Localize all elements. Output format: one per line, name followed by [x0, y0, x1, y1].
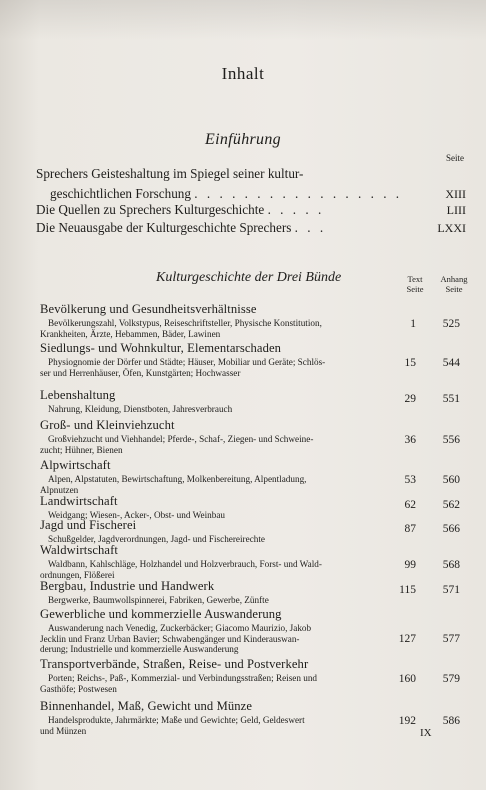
toc-entry-anhang-page: 566 [442, 523, 460, 535]
toc-entry-title: Bergbau, Industrie und Handwerk [40, 579, 215, 593]
toc-entry-text-page: 62 [404, 499, 416, 511]
toc-entry-subtopics: Auswanderung nach Venedig, Zuckerbäcker; Giacomo Maurizio, Jakob [48, 623, 312, 633]
toc-entry-text-page: 115 [399, 584, 416, 596]
intro-entry [36, 200, 466, 220]
intro-heading: Einführung [205, 131, 281, 148]
intro-page-label: Seite [446, 153, 464, 163]
toc-entry-anhang-page: 571 [442, 584, 460, 596]
toc-entry-subtopics: Bevölkerungszahl, Volkstypus, Reiseschriftsteller, Physische Konstitution, [48, 318, 322, 328]
toc-entry-title: Gewerbliche und kommerzielle Auswanderung [40, 607, 282, 621]
toc-entry-subtopics: Porten; Reichs-, Paß-, Kommerzial- und Verbindungsstraßen; Reisen und [48, 673, 318, 683]
toc-entry-subtopics: Nahrung, Kleidung, Dienstboten, Jahresverbrauch [48, 404, 233, 414]
toc-entry-text-page: 1 [410, 317, 416, 330]
toc-entry-anhang-page: 568 [442, 558, 460, 571]
toc-entry-subtopics: Handelsprodukte, Jahrmärkte; Maße und Gewichte; Geld, Geldeswert [48, 715, 305, 725]
toc-entry-anhang-page: 551 [442, 393, 460, 405]
intro-entry-page: XIII [445, 187, 466, 201]
toc-entry-subtopics: ordnungen, Flößerei [40, 569, 115, 580]
toc-entry-text-page: 87 [404, 523, 416, 535]
toc-entry-anhang-page: 579 [442, 672, 460, 685]
col-anhang-header: Anhang Seite [440, 274, 468, 294]
toc-entry-subtopics: Gasthöfe; Postwesen [40, 683, 117, 694]
toc-entry-subtopics: ser und Herrenhäuser, Öfen, Kunstgärten; Hochwasser [40, 367, 241, 378]
toc-entry-anhang-page: 544 [442, 356, 460, 369]
toc-entry-subtopics: Alpen, Alpstatuten, Bewirtschaftung, Molkenbereitung, Alpentladung, [48, 474, 307, 484]
page-number: IX [420, 727, 432, 739]
intro-entry-page: LIII [446, 203, 466, 217]
toc-entry-subtopics: Großviehzucht und Viehhandel; Pferde-, Schaf-, Ziegen- und Schweine- [48, 434, 314, 444]
toc-entry-title: Transportverbände, Straßen, Reise- und Postverkehr [40, 657, 309, 671]
toc-entry-text-page: 127 [398, 633, 416, 646]
toc-entry-text-page: 15 [404, 356, 416, 369]
toc-entry-title: Waldwirtschaft [40, 543, 119, 557]
toc-entry-subtopics: derung; Industrielle und kommerzielle Auswanderung [40, 644, 239, 655]
toc-entry-text-page: 192 [398, 714, 416, 727]
intro-entry [36, 218, 466, 238]
main-heading: Kulturgeschichte der Drei Bünde [156, 270, 342, 285]
toc-entry-subtopics: Schußgelder, Jagdverordnungen, Jagd- und Fischereirechte [48, 534, 266, 544]
toc-entry-text-page: 36 [404, 433, 416, 446]
toc-entry-title: Landwirtschaft [40, 494, 118, 508]
page-title: Inhalt [221, 64, 265, 83]
intro-entry-text: Die Neuausgabe der Kulturgeschichte Sprechers . . . [36, 220, 327, 235]
toc-entry-text-page: 53 [404, 473, 416, 486]
toc-entry-title: Bevölkerung und Gesundheitsverhältnisse [40, 302, 257, 316]
toc-entry-subtopics: Waldbann, Kahlschläge, Holzhandel und Holzverbrauch, Forst- und Wald- [48, 559, 322, 569]
intro-entry-text: Sprechers Geisteshaltung im Spiegel seiner kultur- [36, 166, 304, 181]
toc-entry-anhang-page: 586 [442, 714, 460, 727]
toc-entry-subtopics: Weidgang; Wiesen-, Acker-, Obst- und Weinbau [48, 510, 225, 520]
toc-entry-subtopics: Alpnutzen [40, 484, 79, 495]
toc-entry-anhang-page: 562 [442, 499, 460, 511]
toc-entry-text-page: 160 [398, 672, 416, 685]
intro-entry-text-cont: geschichtlichen Forschung . . . . . . . . . . . . . . . . . [50, 186, 403, 201]
toc-entry-anhang-page: 525 [442, 317, 460, 330]
toc-entry-title: Lebenshaltung [40, 388, 116, 402]
toc-entry-subtopics: Physiognomie der Dörfer und Städte; Häuser, Mobiliar und Geräte; Schlös- [48, 357, 326, 367]
toc-entry-anhang-page: 560 [442, 473, 460, 486]
toc-entry-subtopics: zucht; Hühner, Bienen [40, 444, 123, 455]
toc-entry-title: Groß- und Kleinviehzucht [40, 418, 175, 432]
toc-entry-title: Jagd und Fischerei [40, 518, 137, 532]
intro-entry-text: Die Quellen zu Sprechers Kulturgeschichte . . . . . [36, 202, 325, 217]
toc-entry-text-page: 29 [404, 393, 416, 405]
toc-entry-text-page: 99 [404, 558, 416, 571]
toc-entry-anhang-page: 556 [442, 433, 460, 446]
toc-entry-subtopics: Bergwerke, Baumwollspinnerei, Fabriken, Gewerbe, Zünfte [48, 595, 269, 605]
page-shadow [0, 0, 486, 40]
intro-entry-page: LXXI [437, 221, 466, 235]
toc-entry-title: Siedlungs- und Wohnkultur, Elementarschaden [40, 341, 282, 355]
toc-entry-title: Binnenhandel, Maß, Gewicht und Münze [40, 699, 253, 713]
toc-entry-subtopics: Jecklin und Franz Urban Bavier; Schwabengänger und Kinderauswan- [40, 633, 300, 644]
toc-entry-subtopics: und Münzen [40, 725, 87, 736]
toc-entry-title: Alpwirtschaft [40, 458, 111, 472]
toc-entry-subtopics: Krankheiten, Ärzte, Hebammen, Bäder, Lawinen [40, 328, 221, 339]
col-text-header: Text Seite [406, 274, 424, 294]
toc-entry-anhang-page: 577 [442, 633, 460, 646]
